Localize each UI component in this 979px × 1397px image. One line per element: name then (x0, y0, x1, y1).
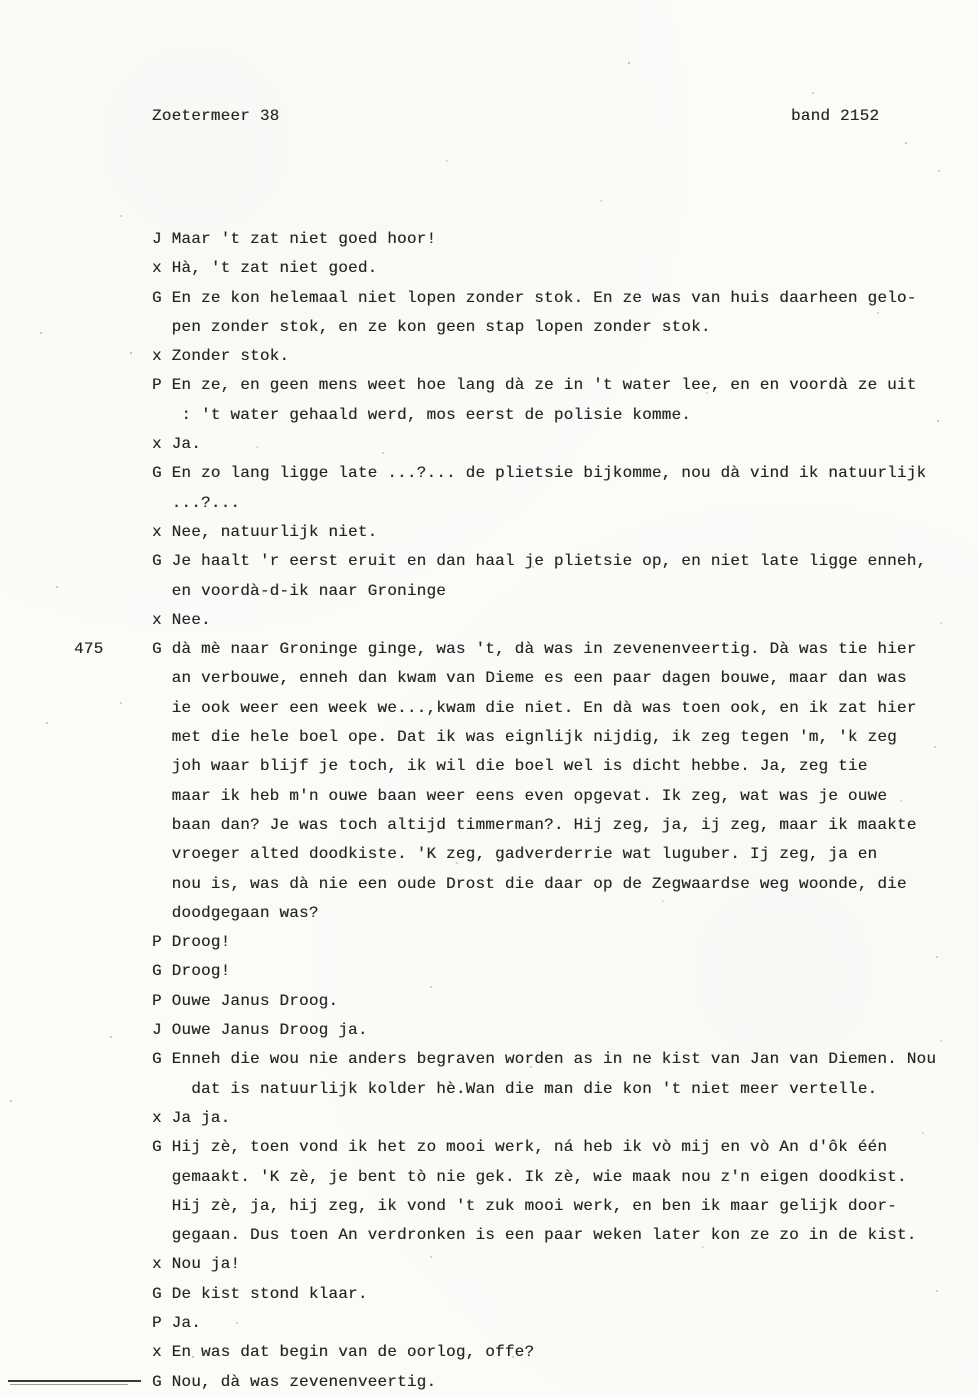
dialogue-line (152, 1309, 942, 1338)
dialogue-line (152, 723, 942, 752)
dialogue-line (152, 694, 942, 723)
dialogue-line (152, 371, 942, 400)
dialogue-line (152, 899, 942, 928)
speaker-utterance: x En was dat begin van de oorlog, offe? (152, 1343, 535, 1362)
dialogue-line (152, 342, 942, 371)
dialogue-line (152, 840, 942, 869)
speaker-utterance: P En ze, en geen mens weet hoe lang dà ze in 't water lee, en en voordà ze uit (152, 376, 917, 395)
dialogue-line (152, 811, 942, 840)
speaker-utterance: x Ja ja. (152, 1108, 231, 1127)
dialogue-line (152, 1280, 942, 1309)
margin-number: 475 (74, 640, 104, 659)
utterance-continuation: baan dan? Je was toch altijd timmerman?. Hij zeg, ja, ij zeg, maar ik maakte (152, 815, 917, 834)
dialogue-line (152, 225, 942, 254)
dialogue-line (152, 518, 942, 547)
speaker-utterance: P Droog! (152, 933, 231, 952)
page-title: Zoetermeer 38 (152, 107, 280, 125)
speaker-utterance: J Maar 't zat niet goed hoor! (152, 230, 437, 248)
speaker-utterance: G Je haalt 'r eerst eruit en dan haal je plietsie op, en niet late ligge enneh, (152, 552, 927, 571)
utterance-continuation: gegaan. Dus toen An verdronken is een paar weken later kon ze zo in de kist. (152, 1226, 917, 1245)
dialogue-line (152, 1192, 942, 1221)
dialogue-line (152, 547, 942, 576)
speaker-utterance: x Nee, natuurlijk niet. (152, 522, 378, 541)
speaker-utterance: J Ouwe Janus Droog ja. (152, 1021, 368, 1040)
speaker-utterance: P Ja. (152, 1313, 202, 1332)
speaker-utterance: x Hà, 't zat niet goed. (152, 259, 378, 278)
dialogue-line (152, 1045, 942, 1074)
speaker-utterance: G En zo lang ligge late ...?... de plietsie bijkomme, nou dà vind ik natuurlijk (152, 464, 927, 483)
dialogue-transcript (74, 171, 942, 1397)
speaker-utterance: G Droog! (152, 962, 231, 981)
dialogue-line (152, 1368, 942, 1397)
dialogue-line (152, 782, 942, 811)
dialogue-line (152, 1250, 942, 1279)
dialogue-line (74, 635, 942, 664)
speaker-utterance: G Hij zè, toen vond ik het zo mooi werk, ná heb ik vò mij en vò An d'ôk één (152, 1138, 888, 1157)
dialogue-line (152, 664, 942, 693)
speaker-utterance: P Ouwe Janus Droog. (152, 991, 339, 1010)
dialogue-line (152, 489, 942, 518)
utterance-continuation: pen zonder stok, en ze kon geen stap lopen zonder stok. (152, 317, 711, 336)
speaker-utterance: x Nou ja! (152, 1255, 241, 1274)
dialogue-line (152, 606, 942, 635)
utterance-continuation: doodgegaan was? (152, 903, 319, 922)
utterance-continuation: dat is natuurlijk kolder hè.Wan die man die kon 't niet meer vertelle. (152, 1079, 878, 1098)
band-number: band 2152 (791, 107, 880, 125)
utterance-continuation: en voordà-d-ik naar Groninge (152, 581, 447, 600)
speaker-utterance: x Nee. (152, 610, 211, 629)
utterance-continuation: joh waar blijf je toch, ik wil die boel wel is dicht hebbe. Ja, zeg tie (152, 757, 868, 776)
dialogue-line (152, 1338, 942, 1367)
dialogue-line (152, 459, 942, 488)
dialogue-line (152, 870, 942, 899)
utterance-continuation: ie ook weer een week we...,kwam die niet. En dà was toen ook, en ik zat hier (152, 698, 917, 717)
dialogue-line (152, 1075, 942, 1104)
utterance-continuation: : 't water gehaald werd, mos eerst de polisie komme. (152, 405, 692, 424)
dialogue-line (152, 957, 942, 986)
dialogue-line (152, 928, 942, 957)
utterance-continuation: nou is, was dà nie een oude Drost die daar op de Zegwaardse weg woonde, die (152, 874, 907, 893)
utterance-continuation: met die hele boel ope. Dat ik was eignlijk nijdig, ik zeg tegen 'm, 'k zeg (152, 728, 897, 747)
dialogue-line (152, 1016, 942, 1045)
speaker-utterance: G dà mè naar Groninge ginge, was 't, dà was in zevenenveertig. Dà was tie hier (152, 640, 917, 659)
utterance-continuation: gemaakt. 'K zè, je bent tò nie gek. Ik zè, wie maak nou z'n eigen doodkist. (152, 1167, 907, 1186)
speaker-utterance: G Nou, dà was zevenenveertig. (152, 1372, 437, 1391)
speaker-utterance: G De kist stond klaar. (152, 1284, 368, 1303)
page-edge-mark-light (10, 1384, 128, 1385)
dialogue-line (152, 1163, 942, 1192)
dialogue-line (152, 752, 942, 781)
utterance-continuation: maar ik heb m'n ouwe baan weer eens even opgevat. Ik zeg, wat was je ouwe (152, 786, 888, 805)
speaker-utterance: x Zonder stok. (152, 347, 290, 366)
dialogue-line (152, 1221, 942, 1250)
dialogue-line (152, 401, 942, 430)
utterance-continuation: Hij zè, ja, hij zeg, ik vond 't zuk mooi werk, en ben ik maar gelijk door- (152, 1196, 897, 1215)
dialogue-line (152, 1104, 942, 1133)
speaker-utterance: x Ja. (152, 435, 202, 454)
utterance-continuation: an verbouwe, enneh dan kwam van Dieme es een paar dagen bouwe, maar dan was (152, 669, 907, 688)
scan-noise (0, 0, 2, 2)
dialogue-line (152, 577, 942, 606)
speaker-utterance: G En ze kon helemaal niet lopen zonder stok. En ze was van huis daarheen gelo- (152, 288, 917, 307)
utterance-continuation: ...?... (152, 493, 241, 512)
dialogue-line (152, 1133, 942, 1162)
dialogue-line (152, 254, 942, 283)
dialogue-line (152, 430, 942, 459)
dialogue-line (152, 284, 942, 313)
page-edge-mark (8, 1380, 141, 1382)
dialogue-line (152, 313, 942, 342)
utterance-continuation: vroeger alted doodkiste. 'K zeg, gadverderrie wat luguber. Ij zeg, ja en (152, 845, 878, 864)
dialogue-line (152, 987, 942, 1016)
speaker-utterance: G Enneh die wou nie anders begraven worden as in ne kist van Jan van Diemen. Nou (152, 1050, 937, 1069)
